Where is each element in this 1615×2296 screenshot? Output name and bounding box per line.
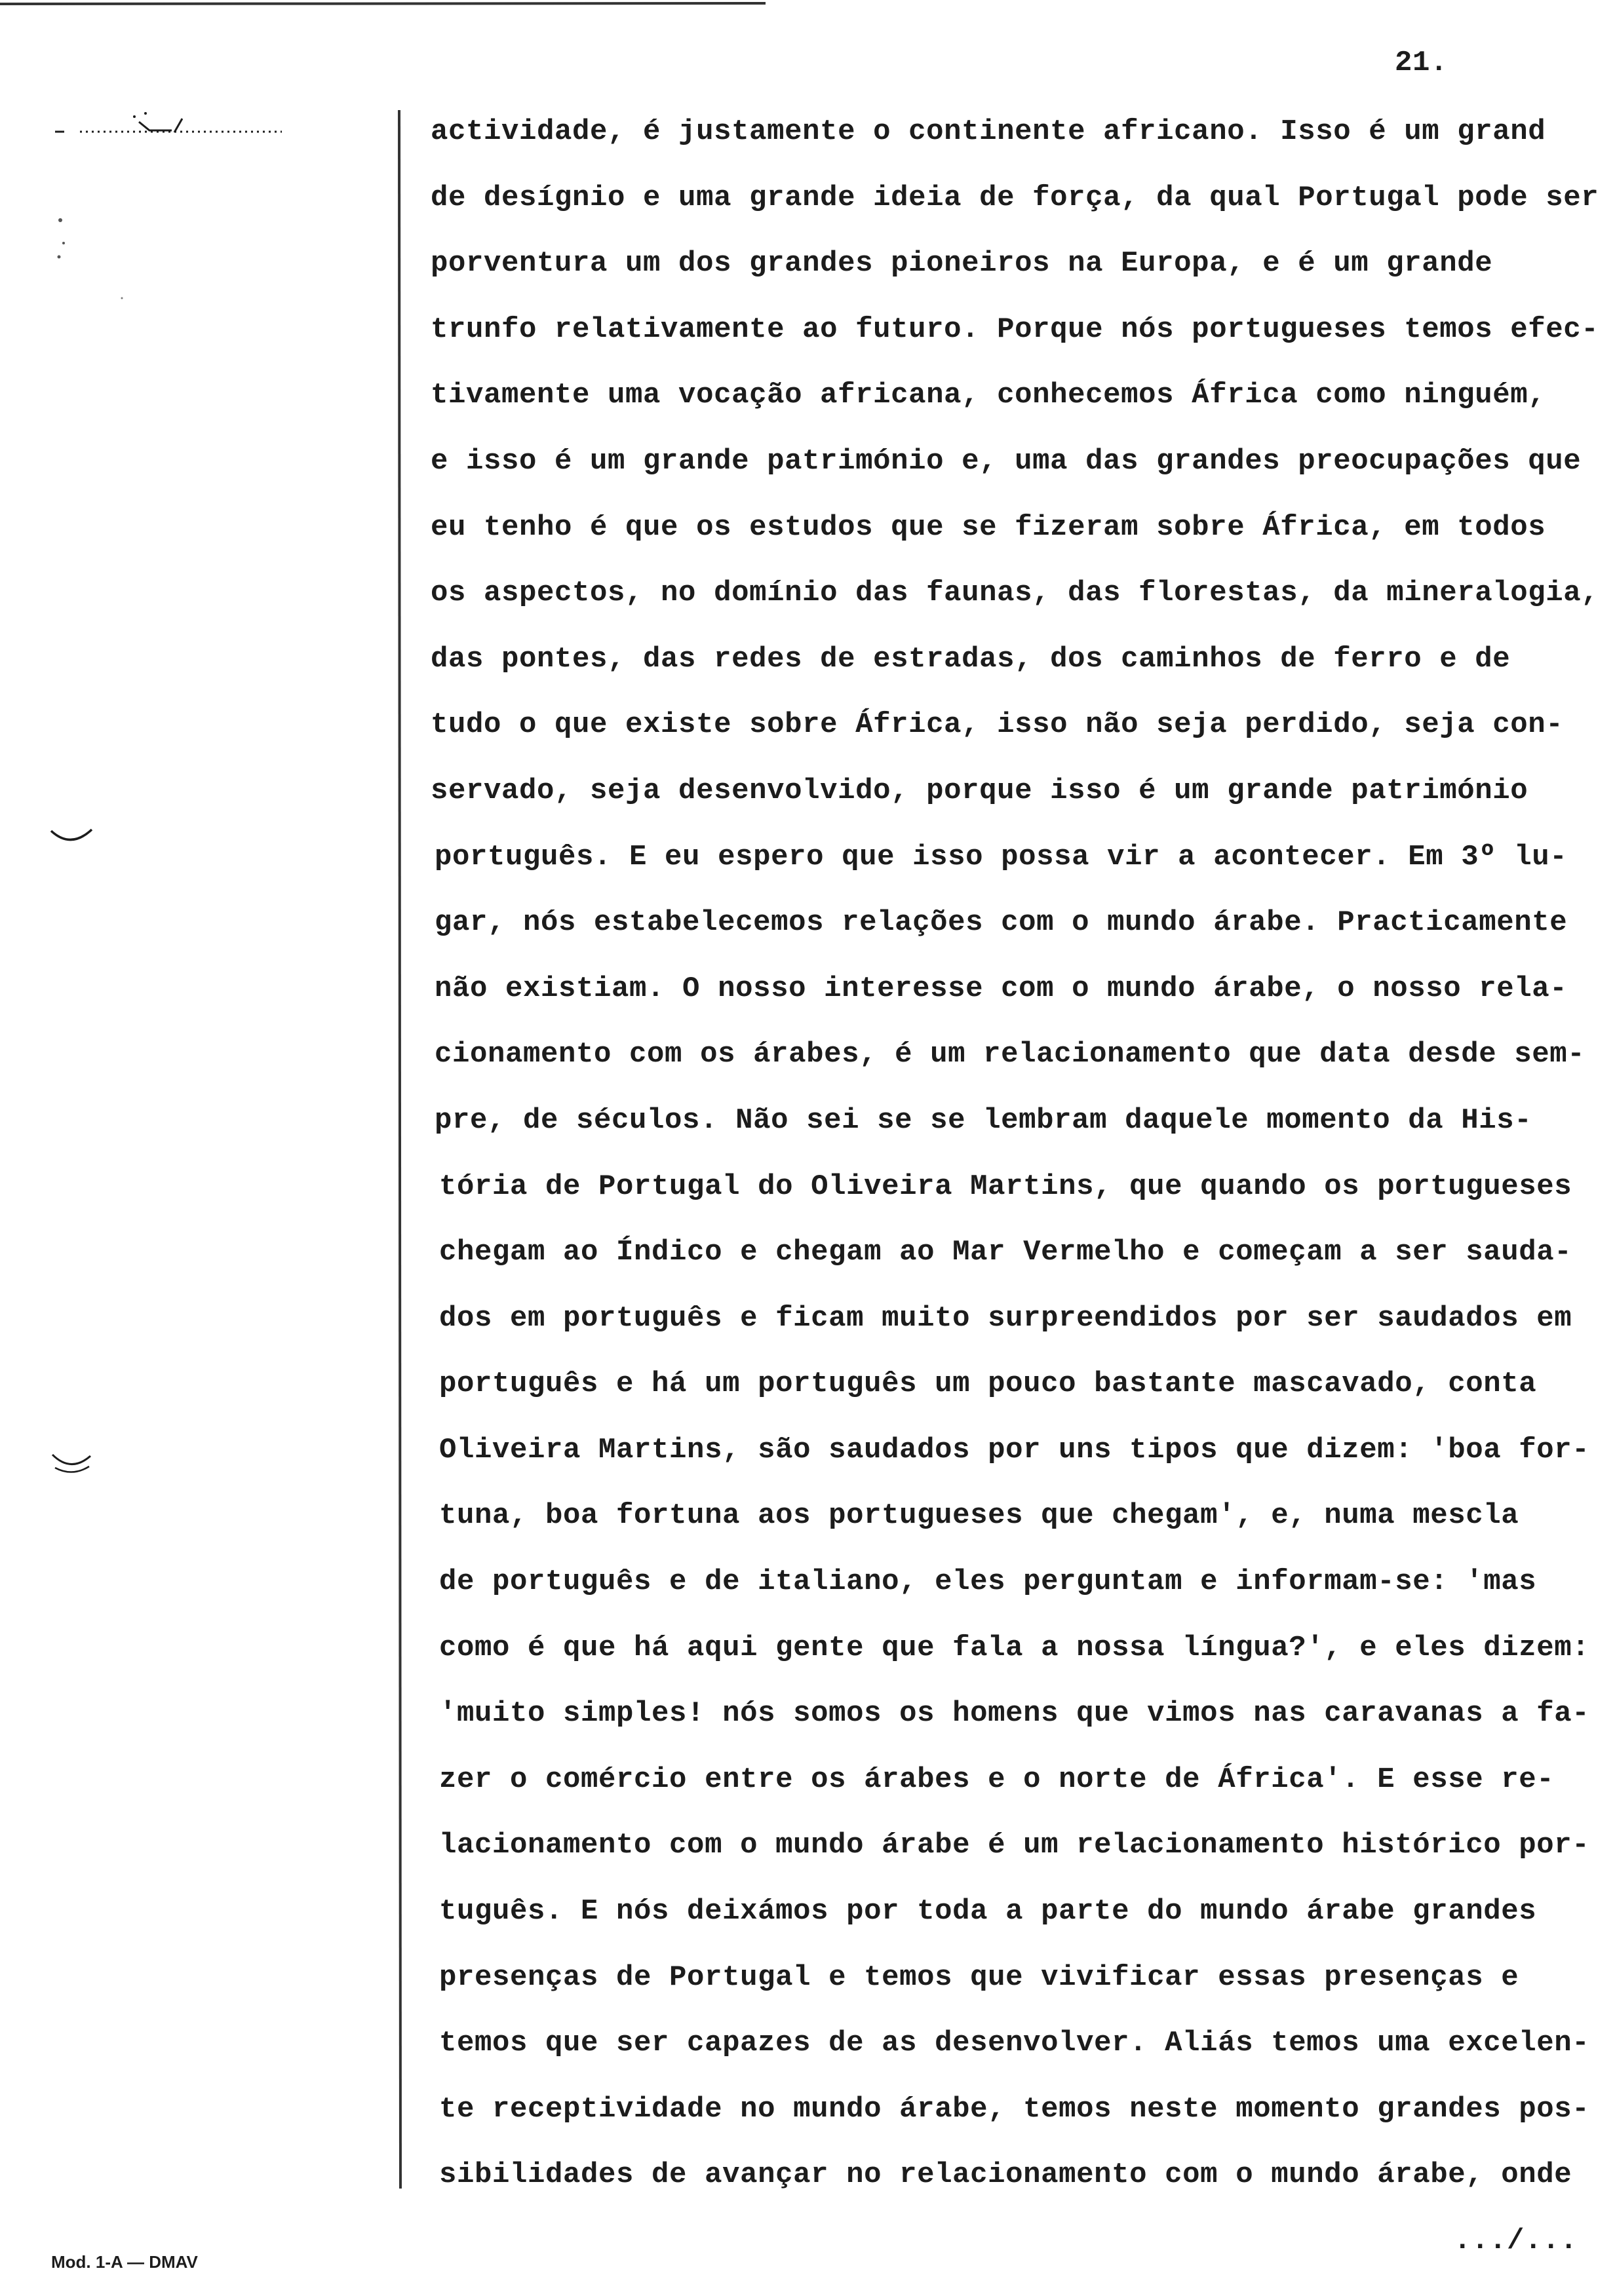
text-line: servado, seja desenvolvido, porque isso é um grande património: [431, 774, 1528, 807]
form-code: Mod. 1-A — DMAV: [51, 2252, 198, 2272]
text-line: de desígnio e uma grande ideia de força, da qual Portugal pode ser: [431, 181, 1599, 214]
text-line: português e há um português um pouco bastante mascavado, conta: [439, 1368, 1537, 1401]
continuation-marker: .../...: [1454, 2225, 1578, 2257]
text-line: não existiam. O nosso interesse com o mundo árabe, o nosso rela-: [435, 972, 1568, 1005]
text-line: lacionamento com o mundo árabe é um relacionamento histórico por-: [439, 1829, 1590, 1862]
text-line: das pontes, das redes de estradas, dos caminhos de ferro e de: [431, 642, 1511, 676]
text-line: temos que ser capazes de as desenvolver. Aliás temos uma excelen-: [439, 2027, 1590, 2060]
text-line: actividade, é justamente o continente africano. Isso é um grand: [431, 115, 1546, 148]
page-number: 21.: [1395, 47, 1449, 79]
text-line: presenças de Portugal e temos que vivificar essas presenças e: [439, 1961, 1519, 1994]
text-line: pre, de séculos. Não sei se se lembram daquele momento da His-: [435, 1103, 1532, 1137]
text-line: e isso é um grande património e, uma das grandes preocupações que: [431, 444, 1582, 478]
text-line: eu tenho é que os estudos que se fizeram sobre África, em todos: [431, 510, 1546, 544]
text-line: Oliveira Martins, são saudados por uns tipos que dizem: 'boa for-: [439, 1433, 1590, 1466]
text-line: 'muito simples! nós somos os homens que vimos nas caravanas a fa-: [439, 1697, 1590, 1731]
text-line: tória de Portugal do Oliveira Martins, que quando os portugueses: [439, 1170, 1572, 1203]
text-line: trunfo relativamente ao futuro. Porque nós portugueses temos efec-: [431, 313, 1599, 346]
text-line: tuna, boa fortuna aos portugueses que chegam', e, numa mescla: [439, 1499, 1519, 1533]
text-line: gar, nós estabelecemos relações com o mundo árabe. Practicamente: [435, 906, 1568, 940]
text-line: tivamente uma vocação africana, conhecemos África como ninguém,: [431, 379, 1546, 412]
text-line: porventura um dos grandes pioneiros na Europa, e é um grande: [431, 247, 1493, 280]
text-line: tuguês. E nós deixámos por toda a parte do mundo árabe grandes: [439, 1895, 1537, 1928]
text-line: cionamento com os árabes, é um relacionamento que data desde sem-: [435, 1038, 1586, 1071]
top-rule: [0, 3, 766, 4]
document-body: [0, 99, 1615, 2208]
text-line: dos em português e ficam muito surpreendidos por ser saudados em: [439, 1301, 1572, 1335]
text-line: zer o comércio entre os árabes e o norte de África'. E esse re-: [439, 1763, 1555, 1796]
text-line: te receptividade no mundo árabe, temos neste momento grandes pos-: [439, 2092, 1590, 2126]
text-line: chegam ao Índico e chegam ao Mar Vermelho e começam a ser sauda-: [439, 1236, 1572, 1269]
text-line: sibilidades de avançar no relacionamento com o mundo árabe, onde: [439, 2158, 1572, 2192]
text-line: de português e de italiano, eles perguntam e informam-se: 'mas: [439, 1565, 1537, 1599]
text-line: português. E eu espero que isso possa vir a acontecer. Em 3º lu-: [435, 840, 1568, 873]
text-line: como é que há aqui gente que fala a nossa língua?', e eles dizem:: [439, 1631, 1590, 1664]
text-line: tudo o que existe sobre África, isso não seja perdido, seja con-: [431, 708, 1564, 742]
text-line: os aspectos, no domínio das faunas, das florestas, da mineralogia,: [431, 577, 1599, 610]
